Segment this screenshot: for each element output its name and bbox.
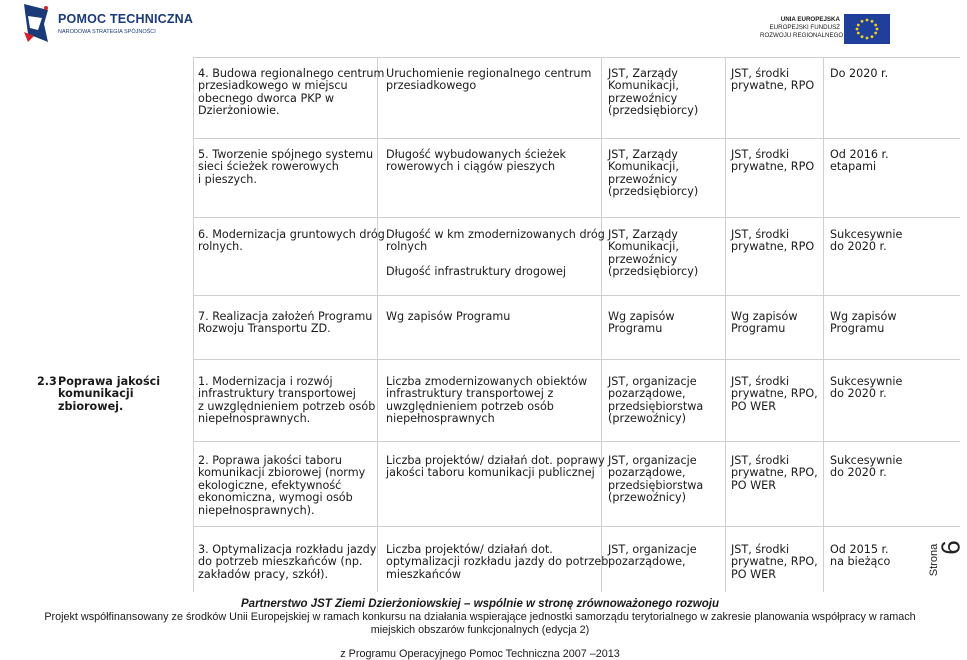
cell-funding: JST, środki prywatne, RPO, PO WER xyxy=(731,454,818,492)
cell-task: 3. Optymalizacja rozkładu jazdy do potrzeb mieszkańców (np. zakładów pracy, szkół). xyxy=(198,543,377,581)
cell-term: Wg zapisów Programu xyxy=(830,310,897,336)
cell-term: Sukcesywnie do 2020 r. xyxy=(830,228,903,254)
cell-indicator: Liczba zmodernizowanych obiektów infrastruktury transportowej z uwzględnieniem potrzeb osób niepełnosprawnych xyxy=(386,375,588,426)
cell-partners: JST, Zarządy Komunikacji, przewoźnicy (przedsiębiorcy) xyxy=(608,148,699,199)
eu-line-3: ROZWOJU REGIONALNEGO xyxy=(760,32,844,39)
cell-term: Sukcesywnie do 2020 r. xyxy=(830,375,903,401)
cell-partners: JST, organizacje pozarządowe, przedsiębiorstwa (przewoźnicy) xyxy=(608,375,704,426)
cell-partners: JST, Zarządy Komunikacji, przewoźnicy (przedsiębiorcy) xyxy=(608,228,699,279)
cell-funding: JST, środki prywatne, RPO, PO WER xyxy=(731,375,818,413)
cell-no: 2.3 xyxy=(37,375,57,388)
cell-task: 2. Poprawa jakości taboru komunikacji zbiorowej (normy ekologiczne, efektywność ekonomiczna, wymogi osób niepełnosprawnych). xyxy=(198,454,366,517)
brand-subtitle: NARODOWA STRATEGIA SPÓJNOŚCI xyxy=(58,29,156,35)
cell-indicator: Długość w km zmodernizowanych dróg rolnych Długość infrastruktury drogowej xyxy=(386,228,605,279)
eu-line-1: UNIA EUROPEJSKA xyxy=(780,16,840,23)
cell-funding: JST, środki prywatne, RPO xyxy=(731,228,815,254)
cell-term: Od 2016 r. etapami xyxy=(830,148,889,174)
page-number: 6 xyxy=(935,540,966,555)
brand-name: POMOC TECHNICZNA xyxy=(58,12,194,26)
poland-flag-icon xyxy=(22,2,52,44)
page-label: Strona xyxy=(928,543,941,577)
cell-indicator: Długość wybudowanych ścieżek rowerowych i ciągów pieszych xyxy=(386,148,566,174)
cell-task: 6. Modernizacja gruntowych dróg rolnych. xyxy=(198,228,385,254)
cell-term: Sukcesywnie do 2020 r. xyxy=(830,454,903,480)
cell-task: 1. Modernizacja i rozwój infrastruktury transportowej z uwzględnieniem potrzeb osób niepełnosprawnych. xyxy=(198,375,376,426)
footer-project: Projekt współfinansowany ze środków Unii Europejskiej w ramach konkursu na działania wspierające jednostki samorządu terytorialnego w zakresie planowania współpracy w ramach miejskich obszarów funkcjonalnych (edycja 2) xyxy=(44,611,916,636)
eu-flag-icon xyxy=(844,14,890,44)
footer-title: Partnerstwo JST Ziemi Dzierżoniowskiej – wspólnie w stronę zrównoważonego rozwoju xyxy=(241,598,719,610)
cell-term: Od 2015 r. na bieżąco xyxy=(830,543,891,569)
cell-partners: Wg zapisów Programu xyxy=(608,310,675,336)
cell-section: Poprawa jakości komunikacji zbiorowej. xyxy=(58,375,161,413)
eu-line-2: EUROPEJSKI FUNDUSZ xyxy=(769,24,840,31)
cell-funding: JST, środki prywatne, RPO xyxy=(731,67,815,93)
eu-logo xyxy=(760,14,900,44)
cell-task: 4. Budowa regionalnego centrum przesiadkowego w miejscu obecnego dworca PKP w Dzierżoniowie. xyxy=(198,67,385,118)
cell-indicator: Liczba projektów/ działań dot. optymalizacji rozkładu jazdy do potrzeb mieszkańców xyxy=(386,543,609,581)
page-indicator xyxy=(928,532,966,598)
cell-task: 5. Tworzenie spójnego systemu sieci ścieżek rowerowych i pieszych. xyxy=(198,148,374,186)
cell-task: 7. Realizacja założeń Programu Rozwoju Transportu ZD. xyxy=(198,310,373,336)
cell-funding: JST, środki prywatne, RPO, PO WER xyxy=(731,543,818,581)
footer-program: z Programu Operacyjnego Pomoc Techniczna 2007 –2013 xyxy=(340,648,620,660)
cell-indicator: Liczba projektów/ działań dot. poprawy jakości taboru komunikacji publicznej xyxy=(386,454,605,480)
cell-partners: JST, organizacje pozarządowe, xyxy=(608,543,697,569)
cell-indicator: Uruchomienie regionalnego centrum przesiadkowego xyxy=(386,67,592,93)
cell-term: Do 2020 r. xyxy=(830,67,889,80)
cell-indicator: Wg zapisów Programu xyxy=(386,310,511,323)
cell-partners: JST, organizacje pozarządowe, przedsiębiorstwa (przewoźnicy) xyxy=(608,454,704,505)
pomoc-techniczna-logo xyxy=(22,2,194,46)
cell-funding: JST, środki prywatne, RPO xyxy=(731,148,815,174)
cell-partners: JST, Zarządy Komunikacji, przewoźnicy (przedsiębiorcy) xyxy=(608,67,699,118)
cell-funding: Wg zapisów Programu xyxy=(731,310,798,336)
